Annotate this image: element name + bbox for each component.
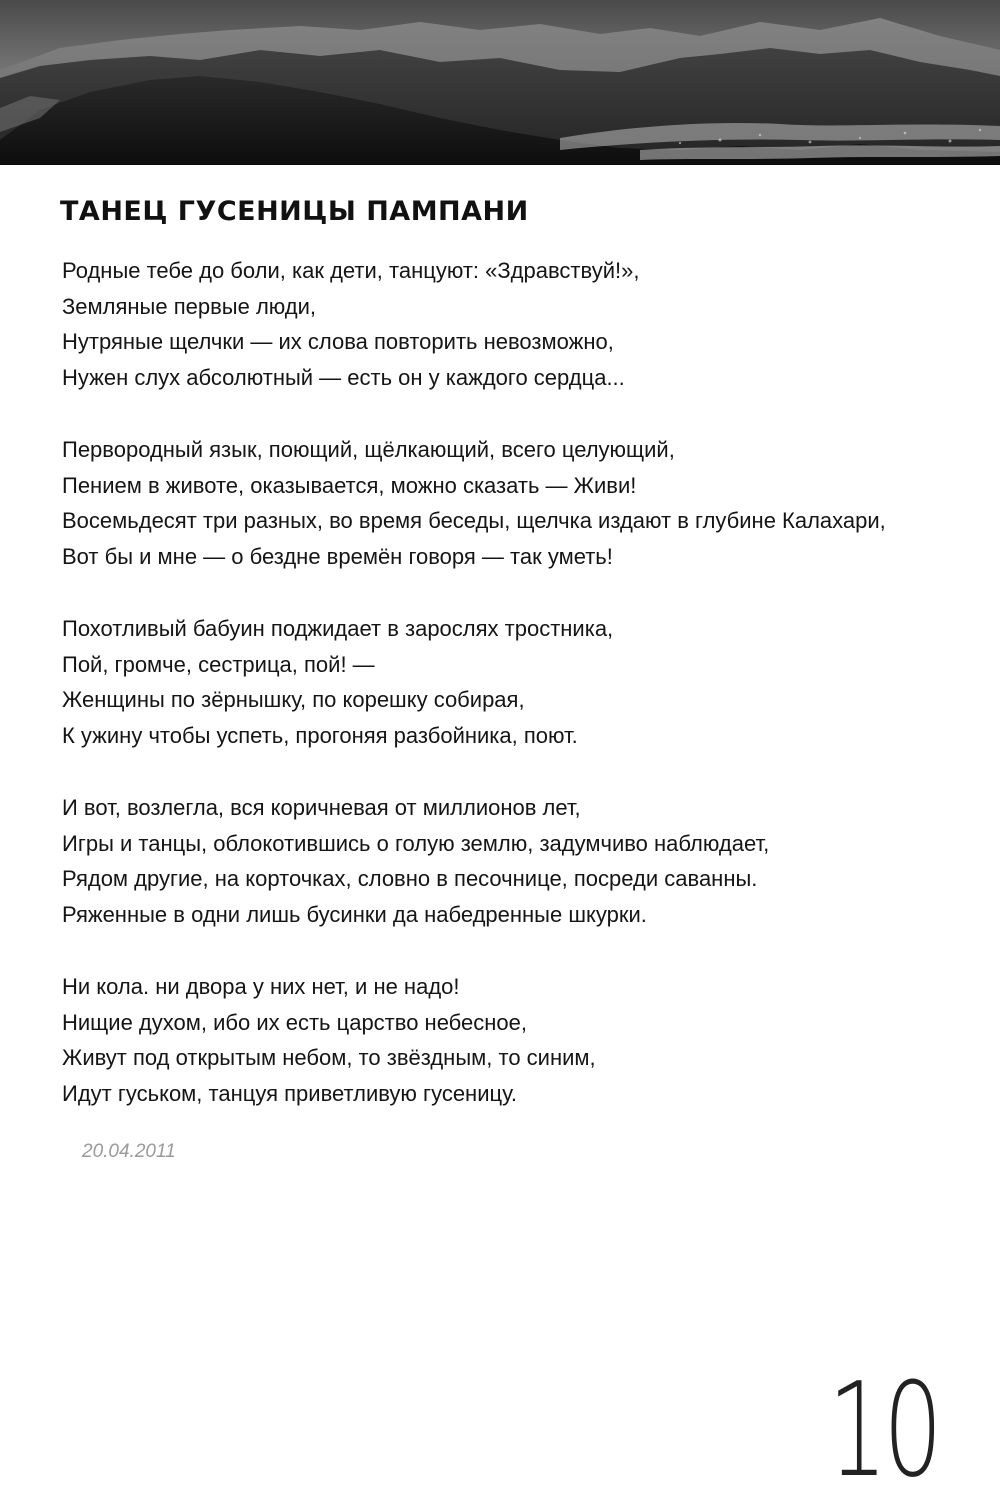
poem-line: Похотливый бабуин поджидает в зарослях тростника,	[62, 616, 614, 641]
poem-line: К ужину чтобы успеть, прогоняя разбойника, поют.	[62, 722, 578, 748]
poem-line: Пой, громче, сестрица, пой! —	[62, 651, 375, 677]
poem-line: Нутряные щелчки — их слова повторить невозможно,	[62, 329, 614, 354]
poem-line: Восемьдесят три разных, во время беседы, щелчка издают в глубине Калахари,	[62, 508, 886, 533]
poem-line: Рядом другие, на корточках, словно в песочнице, посреди саванны.	[62, 866, 758, 891]
poem-line: Вот бы и мне — о бездне времён говоря — так уметь!	[62, 543, 613, 569]
poem-line: Нужен слух абсолютный — есть он у каждого сердца...	[62, 364, 625, 390]
poem-body	[62, 253, 982, 1148]
poem-line: Идут гуськом, танцуя приветливую гусеницу.	[62, 1080, 518, 1106]
poem-line: Первородный язык, поющий, щёлкающий, всего целующий,	[62, 437, 675, 462]
stanza	[62, 432, 982, 574]
poem-line: Игры и танцы, облокотившись о голую землю, задумчиво наблюдает,	[62, 830, 770, 856]
mountain-banner-image	[0, 0, 1000, 165]
poem-line: Пением в животе, оказывается, можно сказать — Живи!	[62, 472, 637, 498]
stanza	[62, 611, 982, 753]
poem-line: Ряженные в одни лишь бусинки да набедренные шкурки.	[62, 901, 647, 927]
poem-line: Живут под открытым небом, то звёздным, то синим,	[62, 1045, 596, 1070]
stanza	[62, 790, 982, 932]
poem-line: И вот, возлегла, вся коричневая от миллионов лет,	[62, 795, 581, 820]
poem-title: ТАНЕЦ ГУСЕНИЦЫ ПАМПАНИ	[60, 196, 529, 227]
poem-line: Земляные первые люди,	[62, 293, 317, 319]
stanza	[62, 969, 982, 1111]
poem-line: Нищие духом, ибо их есть царство небесное,	[62, 1009, 528, 1035]
poem-line: Ни кола. ни двора у них нет, и не надо!	[62, 974, 460, 999]
page-number: 10	[827, 1354, 938, 1506]
poem-line: Женщины по зёрнышку, по корешку собирая,	[62, 687, 525, 712]
poem-date: 20.04.2011	[82, 1141, 176, 1162]
poem-line: Родные тебе до боли, как дети, танцуют: «Здравствуй!»,	[62, 258, 640, 283]
stanza	[62, 253, 982, 395]
